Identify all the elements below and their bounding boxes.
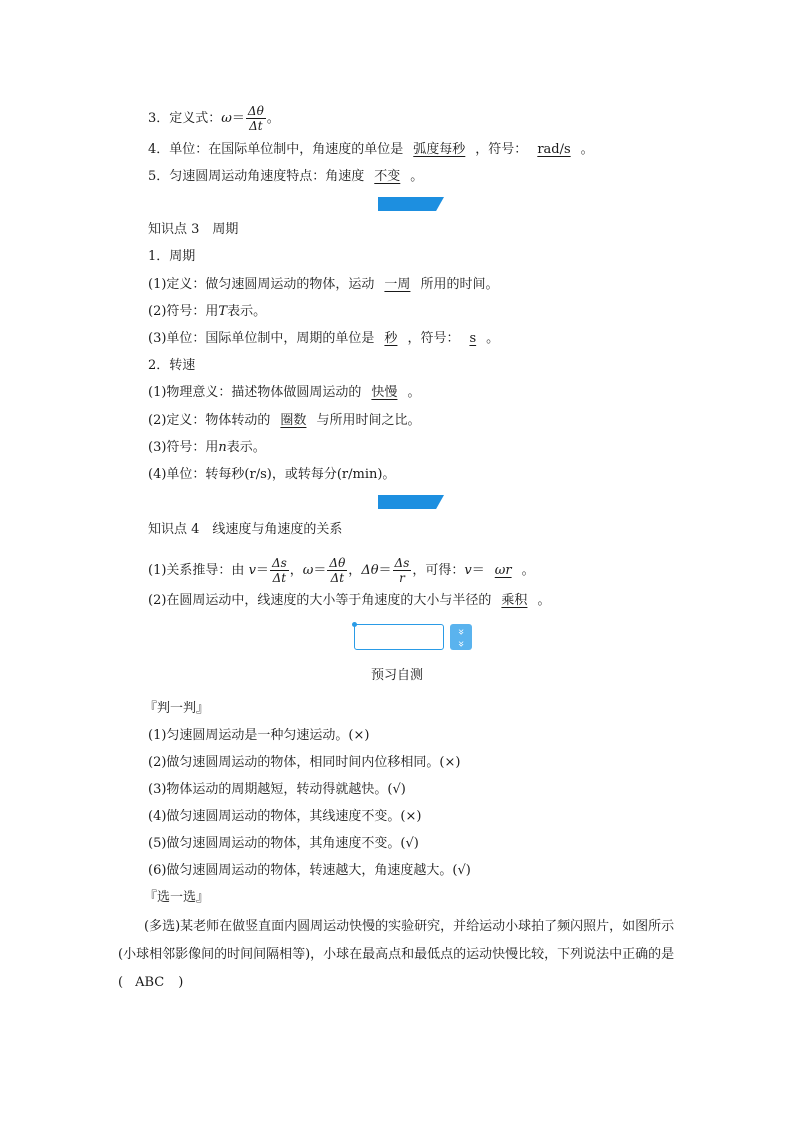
- answer-blank: s: [469, 331, 477, 346]
- text: (1)物理意义：描述物体做圆周运动的: [148, 385, 362, 400]
- text: 表示。: [226, 440, 266, 455]
- judge-mark: (×): [348, 728, 370, 743]
- equals: ＝: [255, 563, 269, 578]
- k3-line-3: [148, 330, 499, 348]
- text: (2)定义：物体转动的: [148, 413, 271, 428]
- text: 。: [266, 111, 280, 126]
- item-3-definition: [148, 104, 280, 133]
- text: 。: [521, 563, 535, 578]
- answer-blank: 不变: [374, 169, 401, 184]
- answer-blank: 秒: [384, 331, 398, 346]
- section-banner: [378, 495, 444, 509]
- section-title-k4: 知识点 4 线速度与角速度的关系: [148, 522, 343, 537]
- question-answer: ABC: [135, 975, 165, 990]
- judge-statement: (5)做匀速圆周运动的物体，其角速度不变。: [148, 836, 401, 851]
- text: 5．匀速圆周运动角速度特点：角速度: [148, 169, 365, 184]
- answer-blank: 圈数: [280, 413, 307, 428]
- fraction-dtheta-dt: [327, 556, 347, 585]
- text: 3．定义式：: [148, 111, 222, 126]
- judge-statement: (2)做匀速圆周运动的物体，相同时间内位移相同。: [148, 755, 440, 770]
- fraction-dtheta-dt: [246, 104, 266, 133]
- text: (1)关系推导：由: [148, 563, 245, 578]
- text: ): [178, 975, 184, 990]
- subheading-period: 1．周期: [148, 249, 196, 264]
- k3-speed-1: [148, 384, 420, 402]
- fraction-ds-r: [393, 556, 412, 585]
- text: 。: [410, 169, 424, 184]
- answer-blank: 弧度每秒: [413, 142, 466, 157]
- text: 表示。: [227, 304, 267, 319]
- chevron-glyph: »: [455, 640, 468, 648]
- judge-mark: (√): [400, 836, 419, 851]
- answer-blank: 一周: [384, 277, 411, 292]
- variable: n: [218, 440, 227, 455]
- denominator: Δt: [249, 119, 263, 133]
- judge-statement: (3)物体运动的周期越短，转动得就越快。: [148, 782, 388, 797]
- judge-item: [148, 781, 406, 799]
- text: (2)符号：用: [148, 304, 219, 319]
- answer-blank: 快慢: [371, 385, 398, 400]
- text: (2)在圆周运动中，线速度的大小等于角速度的大小与半径的: [148, 593, 492, 608]
- numerator: Δθ: [247, 104, 264, 118]
- judge-statement: (1)匀速圆周运动是一种匀速运动。: [148, 728, 349, 743]
- text: 。: [580, 142, 594, 157]
- variable: v: [464, 563, 472, 578]
- answer-blank: 乘积: [501, 593, 528, 608]
- text: 。: [537, 593, 551, 608]
- equals: ＝: [313, 563, 327, 578]
- variable: v: [248, 563, 256, 578]
- judge-mark: (√): [452, 863, 471, 878]
- judge-header: 『判一判』: [144, 701, 210, 716]
- item-4-unit: [148, 141, 594, 159]
- judge-statement: (6)做匀速圆周运动的物体，转速越大，角速度越大。: [148, 863, 453, 878]
- judge-mark: (×): [400, 809, 422, 824]
- text: ，: [348, 563, 362, 578]
- text: 与所用时间之比。: [316, 413, 421, 428]
- k4-derivation: [148, 556, 535, 585]
- k3-speed-4: (4)单位：转每秒(r/s)，或转每分(r/min)。: [148, 467, 396, 482]
- omega-symbol: ω: [221, 111, 232, 126]
- denominator: Δt: [330, 571, 345, 585]
- numerator: Δs: [271, 556, 287, 570]
- denominator: Δt: [272, 571, 287, 585]
- choose-header: 『选一选』: [144, 890, 210, 905]
- text: 4．单位：在国际单位制中，角速度的单位是: [148, 142, 404, 157]
- chevron-down-icon: [450, 624, 472, 650]
- numerator: Δs: [394, 556, 410, 570]
- text: 。: [407, 385, 421, 400]
- text: 所用的时间。: [420, 277, 499, 292]
- variable: T: [218, 304, 228, 319]
- judge-mark: (×): [439, 755, 461, 770]
- k3-speed-3: [148, 439, 266, 457]
- variable: Δθ: [361, 563, 379, 578]
- text: (1)定义：做匀速圆周运动的物体，运动: [148, 277, 375, 292]
- subheading-speed: 2．转速: [148, 358, 196, 373]
- preview-frame: [354, 624, 444, 650]
- k3-speed-2: [148, 412, 420, 430]
- judge-item: [148, 835, 419, 853]
- k3-line-2: [148, 303, 266, 321]
- text: ，符号：: [407, 331, 460, 346]
- judge-item: [148, 862, 471, 880]
- question-paragraph: [118, 913, 678, 997]
- section-banner: [378, 197, 444, 211]
- text: ，可得：: [412, 563, 465, 578]
- numerator: Δθ: [329, 556, 346, 570]
- judge-statement: (4)做匀速圆周运动的物体，其线速度不变。: [148, 809, 401, 824]
- chevron-glyph: »: [455, 628, 468, 636]
- question-text: (多选)某老师在做竖直面内圆周运动快慢的实验研究，并给运动小球拍了频闪照片，如图所示(小球相邻影像间的时间间隔相等)，小球在最高点和最低点的运动快慢比较，下列说法中正确的是(: [118, 919, 675, 990]
- judge-mark: (√): [387, 782, 406, 797]
- k3-line-1: [148, 276, 498, 294]
- text: 。: [486, 331, 500, 346]
- judge-item: [148, 727, 369, 745]
- variable: ω: [302, 563, 314, 578]
- k4-relation: [148, 592, 550, 610]
- denominator: r: [399, 571, 405, 585]
- section-title-k3: 知识点 3 周期: [148, 222, 239, 237]
- equals: ＝: [231, 111, 245, 126]
- text: ，: [289, 563, 303, 578]
- text: (3)单位：国际单位制中，周期的单位是: [148, 331, 375, 346]
- equals: ＝: [471, 563, 485, 578]
- judge-item: [148, 808, 421, 826]
- text: ，符号：: [475, 142, 528, 157]
- preview-title: 预习自测: [370, 668, 423, 683]
- item-5-feature: [148, 168, 423, 186]
- equals: ＝: [378, 563, 392, 578]
- judge-item: [148, 754, 460, 772]
- text: (3)符号：用: [148, 440, 219, 455]
- fraction-ds-dt: [270, 556, 289, 585]
- answer-blank: ωr: [494, 563, 512, 578]
- answer-blank: rad/s: [537, 142, 571, 157]
